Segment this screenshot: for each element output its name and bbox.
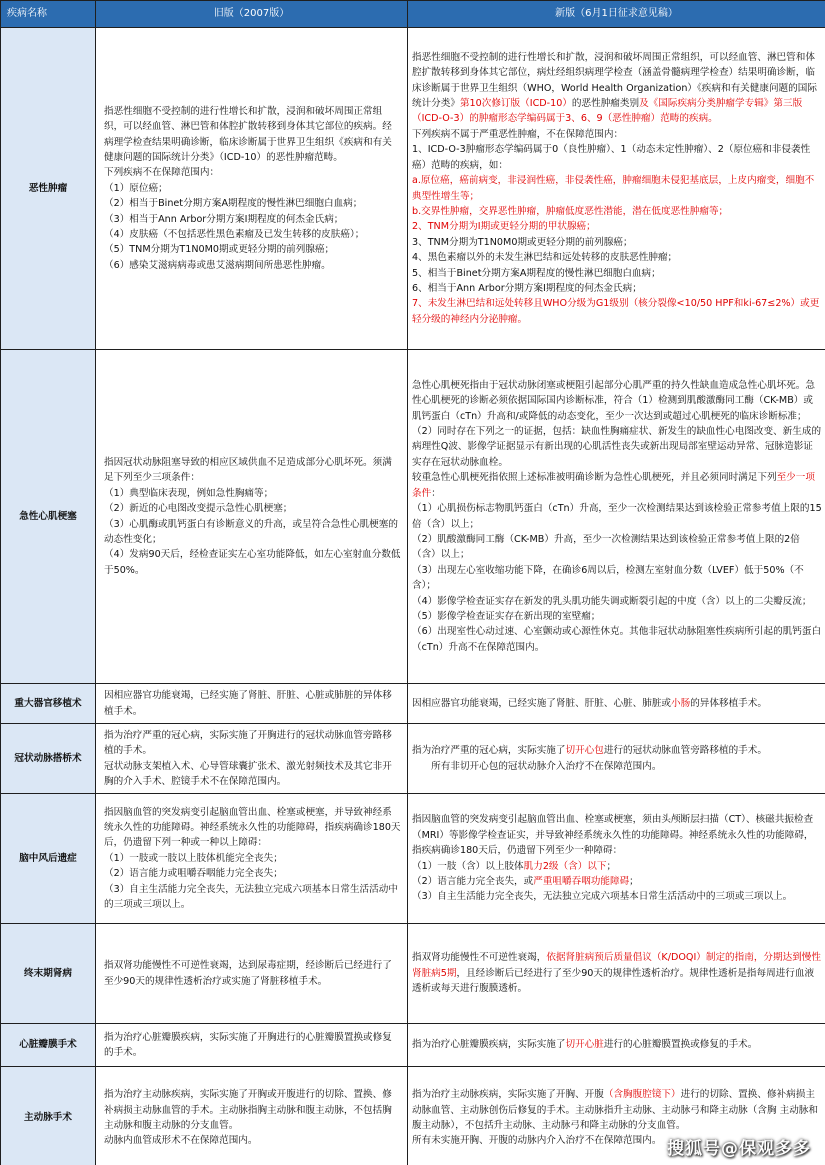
disease-name: 恶性肿瘤 xyxy=(1,28,96,350)
text-segment: 指为治疗严重的冠心病，实际实施了 xyxy=(412,745,566,757)
changed-text: 及《国际疾病分类肿瘤学专辑》第三版（ICD-O-3）的肿瘤形态学编码属于3、6、9（恶性肿瘤）范畴的疾病。 xyxy=(412,98,803,125)
text-segment: （1）心肌损伤标志物肌钙蛋白（cTn）升高，至少一次检测结果达到该检验正常参考值上限的15倍（含）以上； xyxy=(412,503,822,530)
old-paragraph: 指因冠状动脉阻塞导致的相应区域供血不足造成部分心肌坏死。须满足下列至少三项条件： xyxy=(104,456,392,484)
new-paragraph xyxy=(412,859,822,874)
old-version-text xyxy=(96,794,408,924)
old-paragraph: 指为治疗主动脉疾病，实际实施了开胸或开腹进行的切除、置换、修补病损主动脉血管的手术。主动脉指胸主动脉和腹主动脉，不包括胸主动脉和腹主动脉的分支血管。 xyxy=(104,1089,392,1131)
new-paragraph xyxy=(412,142,822,173)
new-version-text xyxy=(408,350,825,684)
new-paragraph xyxy=(412,501,822,532)
text-segment: （2）肌酸激酶同工酶（CK-MB）升高，至少一次检测结果达到该检验正常参考值上限的2倍（含）以上； xyxy=(412,533,800,561)
new-paragraph xyxy=(412,743,822,758)
new-paragraph xyxy=(412,296,822,327)
text-segment: 指因脑血管的突发病变引起脑血管出血、栓塞或梗塞，须由头颅断层扫描（CT）、核磁共振检查（MRI）等影像学检查证实，并导致神经系统永久性的功能障碍。神经系统永久性的功能障碍，指疾病确诊180天后，仍遗留下列至少一种障碍： xyxy=(412,814,814,857)
disease-name: 重大器官移植术 xyxy=(1,684,96,724)
old-version-text xyxy=(96,28,408,350)
text-segment: 所有非切开心包的冠状动脉介入治疗不在保障范围内。 xyxy=(412,760,662,772)
table-header-row xyxy=(1,1,825,28)
text-segment: 1、ICD-O-3肿瘤形态学编码属于0（良性肿瘤）、1（动态未定性肿瘤）、2（原位癌和非侵袭性癌）范畴的疾病，如： xyxy=(412,144,811,171)
text-segment: 进行的心脏瓣膜置换或修复的手术。 xyxy=(603,1039,758,1051)
old-paragraph: 因相应器官功能衰竭，已经实施了肾脏、肝脏、心脏或肺脏的异体移植手术。 xyxy=(104,690,392,717)
text-segment: 4、黑色素瘤以外的未发生淋巴结和远处转移的皮肤恶性肿瘤； xyxy=(412,252,678,264)
old-paragraph: 指为治疗心脏瓣膜疾病，实际实施了开胸进行的心脏瓣膜置换或修复的手术。 xyxy=(104,1031,392,1058)
new-version-text xyxy=(408,794,825,924)
disease-name: 脑中风后遗症 xyxy=(1,794,96,924)
new-version-text xyxy=(408,684,825,724)
table-row xyxy=(1,684,825,724)
new-paragraph xyxy=(412,219,822,234)
text-segment: （3）出现左心室收缩功能下降，在确诊6周以后，检测左室射血分数（LVEF）低于50%（不含）； xyxy=(412,564,804,592)
old-paragraph: 指因脑血管的突发病变引起脑血管出血、栓塞或梗塞，并导致神经系统永久性的功能障碍。神经系统永久性的功能障碍，指疾病确诊180天后，仍遗留下列一种或一种以上障碍： xyxy=(104,806,401,849)
changed-text: a.原位癌， xyxy=(412,175,460,187)
header-new-version: 新版（6月1日征求意见稿） xyxy=(408,1,825,28)
new-paragraph xyxy=(412,250,822,265)
table-row xyxy=(1,794,825,924)
new-paragraph xyxy=(412,204,822,219)
header-old-version: 旧版（2007版） xyxy=(96,1,408,28)
changed-text: 切开心脏 xyxy=(565,1039,604,1051)
text-segment: （2）语言能力完全丧失，或 xyxy=(412,875,534,887)
text-segment: ； xyxy=(606,860,617,872)
text-segment: ，且经诊断后已经进行了至少90天的规律性透析治疗。规律性透析是指每周进行血液透析或每天进行腹膜透析。 xyxy=(412,967,815,995)
old-version-text xyxy=(96,684,408,724)
old-paragraph: （5）TNM分期为T1N0M0期或更轻分期的前列腺癌； xyxy=(104,244,335,256)
text-segment: （5）影像学检查证实存在新出现的室壁瘤； xyxy=(412,610,601,622)
new-paragraph xyxy=(412,563,822,594)
new-paragraph xyxy=(412,470,822,501)
old-paragraph: （3）心肌酶或肌钙蛋白有诊断意义的升高，或呈符合急性心肌梗塞的动态性变化； xyxy=(104,518,398,545)
disease-name: 冠状动脉搭桥术 xyxy=(1,724,96,794)
new-version-text xyxy=(408,924,825,1024)
new-paragraph xyxy=(412,594,822,609)
old-paragraph: （6）感染艾滋病病毒或患艾滋病期间所患恶性肿瘤。 xyxy=(104,259,331,271)
changed-text: 切开心包 xyxy=(565,745,604,757)
new-paragraph xyxy=(412,874,822,889)
text-segment: 下列疾病不属于严重恶性肿瘤，不在保障范围内： xyxy=(412,128,624,140)
table-row xyxy=(1,924,825,1024)
new-paragraph xyxy=(412,759,822,774)
old-paragraph: 指为治疗严重的冠心病，实际实施了开胸进行的冠状动脉血管旁路移植的手术。 xyxy=(104,729,392,757)
new-paragraph xyxy=(412,50,822,127)
new-version-text xyxy=(408,724,825,794)
text-segment: 较重急性心肌梗死指依照上述标准被明确诊断为急性心肌梗死，并且必须同时满足下列 xyxy=(412,472,777,484)
text-segment: 指双肾功能慢性不可逆性衰竭， xyxy=(412,952,547,964)
changed-text: 严重咀嚼吞咽功能障碍 xyxy=(533,875,630,887)
old-paragraph: （1）一肢或一肢以上肢体机能完全丧失； xyxy=(104,852,283,864)
new-paragraph xyxy=(412,235,822,250)
changed-text: 癌前病变，非浸润性癌，非侵袭性癌，肿瘤细胞未侵犯基底层，上皮内瘤变，细胞不典型性增生等； xyxy=(412,175,815,202)
new-paragraph xyxy=(412,266,822,281)
new-paragraph xyxy=(412,127,822,142)
text-segment: 急性心肌梗死指由于冠状动脉闭塞或梗阻引起部分心肌严重的持久性缺血造成急性心肌坏死。急性心肌梗死的诊断必须依据国际国内诊断标准，符合（1）检测到肌酸激酶同工酶（CK-MB）或肌钙蛋白（cTn）升高和/或降低的动态变化，至少一次达到或超过心肌梗死的临床诊断标准；（2）同时存在下列之一的证据，包括：缺血性胸痛症状、新发生的缺血性心电图改变、新生成的病理性Q波、影像学证据显示有新出现的心肌活性丧失或新出现局部室壁运动异常、冠脉造影证实存在冠状动脉血栓。 xyxy=(412,379,822,468)
text-segment: 5、相当于Binet分期方案A期程度的慢性淋巴细胞白血病； xyxy=(412,267,661,279)
text-segment: 3、TNM分期为T1N0M0期或更轻分期的前列腺癌； xyxy=(412,236,633,248)
old-paragraph: 冠状动脉支架植入术、心导管球囊扩张术、激光射频技术及其它非开胸的介入手术、腔镜手术不在保障范围内。 xyxy=(104,760,392,787)
changed-text: b.交界性肿瘤，交界恶性肿瘤，肿瘤低度恶性潜能，潜在低度恶性肿瘤等； xyxy=(412,205,729,217)
old-paragraph: 动脉内血管成形术不在保障范围内。 xyxy=(104,1135,258,1147)
new-paragraph xyxy=(412,950,822,996)
changed-text: 肌力2级（含）以下 xyxy=(523,860,607,872)
table-row xyxy=(1,28,825,350)
old-paragraph: （2）语言能力或咀嚼吞咽能力完全丧失； xyxy=(104,868,283,880)
new-paragraph xyxy=(412,532,822,563)
new-paragraph xyxy=(412,1037,822,1052)
changed-text: （含胸腹腔镜下） xyxy=(603,1089,681,1101)
changed-text: 第10次修订版（ICD-10） xyxy=(459,98,572,110)
text-segment: （1）一肢（含）以上肢体 xyxy=(412,860,524,872)
text-segment: 进行的切除、置换、修补病损主动脉血管、主动脉创伤后修复的手术。主动脉指升主动脉、主动脉弓和降主动脉（含胸 主动脉和腹主动脉），不包括升主动脉、主动脉弓和降主动脉的分支血管。 xyxy=(412,1089,818,1131)
text-segment: ： xyxy=(431,487,441,499)
old-paragraph: （3）自主生活能力完全丧失，无法独立完成六项基本日常生活活动中的三项或三项以上。 xyxy=(104,883,398,911)
old-version-text xyxy=(96,1024,408,1067)
new-paragraph xyxy=(412,624,822,655)
text-segment: 所有未实施开胸、开腹的动脉内介入治疗不在保障范围内。 xyxy=(412,1135,662,1147)
text-segment: 的异体移植手术。 xyxy=(690,697,767,709)
changed-text: 小肠 xyxy=(671,697,691,709)
old-paragraph: 指恶性细胞不受控制的进行性增长和扩散，浸润和破坏周围正常组织，可以经血管、淋巴管和体腔扩散转移到身体其它部位的疾病。经病理学检查结果明确诊断，临床诊断属于世界卫生组织《疾病和有关健康问题的国际统计分类》（ICD-10）的恶性肿瘤范畴。 xyxy=(104,105,392,163)
new-paragraph xyxy=(412,696,822,711)
old-paragraph: 下列疾病不在保障范围内： xyxy=(104,167,220,179)
new-paragraph xyxy=(412,889,822,904)
table-row xyxy=(1,1024,825,1067)
changed-text: 7、未发生淋巴结和远处转移且WHO分级为G1级别（核分裂像<10/50 HPF和ki-67≤2%）或更轻分级的神经内分泌肿瘤。 xyxy=(412,298,820,325)
old-version-text xyxy=(96,924,408,1024)
new-paragraph xyxy=(412,378,822,470)
disease-name: 心脏瓣膜手术 xyxy=(1,1024,96,1067)
old-paragraph: （1）原位癌； xyxy=(104,182,168,194)
new-paragraph xyxy=(412,281,822,296)
table-row xyxy=(1,350,825,684)
changed-text: 至少一项条件 xyxy=(412,472,815,499)
table-row xyxy=(1,724,825,794)
old-paragraph: （1）典型临床表现，例如急性胸痛等； xyxy=(104,487,274,499)
disease-name: 急性心肌梗塞 xyxy=(1,350,96,684)
new-version-text xyxy=(408,1024,825,1067)
watermark: 搜狐号@保观多多 xyxy=(667,1139,811,1159)
text-segment: ； xyxy=(629,875,639,887)
new-paragraph xyxy=(412,812,822,858)
disease-name: 终末期肾病 xyxy=(1,924,96,1024)
text-segment: （6）出现室性心动过速、心室颤动或心源性休克。其他非冠状动脉阻塞性疾病所引起的肌钙蛋白（cTn）升高不在保障范围内。 xyxy=(412,626,822,653)
text-segment: 6、相当于Ann Arbor分期方案Ⅰ期程度的何杰金氏病； xyxy=(412,282,642,294)
text-segment: 指恶性细胞不受控制的进行性增长和扩散，浸润和破坏周围正常组织，可以经血管、淋巴管和体腔扩散转移到身体其它部位，病灶经组织病理学检查（涵盖骨髓病理学检查）结果明确诊断，临床诊断属于世界卫生组织（WHO，World Health Organization）《疾病和有关健康问题的国际统计分类》 xyxy=(412,51,817,110)
new-paragraph xyxy=(412,173,822,204)
changed-text: 依据肾脏病预后质量倡议（K/DOQI）制定的指南，分期达到慢性肾脏病5期 xyxy=(412,952,821,979)
new-paragraph xyxy=(412,609,822,624)
new-paragraph xyxy=(412,1087,822,1133)
old-version-text xyxy=(96,350,408,684)
old-paragraph: 指双肾功能慢性不可逆性衰竭，达到尿毒症期，经诊断后已经进行了至少90天的规律性透析治疗或实施了肾脏移植手术。 xyxy=(104,960,392,987)
changed-text: 2、TNM分期为Ⅰ期或更轻分期的甲状腺癌； xyxy=(412,221,596,233)
old-paragraph: （2）新近的心电图改变提示急性心肌梗塞； xyxy=(104,503,293,515)
old-paragraph: （3）相当于Ann Arbor分期方案Ⅰ期程度的何杰金氏病； xyxy=(104,213,344,225)
text-segment: （4）影像学检查证实存在新发的乳头肌功能失调或断裂引起的中度（含）以上的二尖瓣反流； xyxy=(412,595,812,607)
text-segment: 进行的冠状动脉血管旁路移植的手术。 xyxy=(603,745,767,757)
text-segment: 因相应器官功能衰竭，已经实施了肾脏、肝脏、心脏、肺脏或 xyxy=(412,697,672,709)
text-segment: 指为治疗主动脉疾病，实际实施了开胸、开腹 xyxy=(412,1089,604,1101)
text-segment: （3）自主生活能力完全丧失，无法独立完成六项基本日常生活活动中的三项或三项以上。 xyxy=(412,891,793,903)
text-segment: 指为治疗心脏瓣膜疾病，实际实施了 xyxy=(412,1039,566,1051)
old-paragraph: （2）相当于Binet分期方案A期程度的慢性淋巴细胞白血病； xyxy=(104,198,363,210)
disease-name: 主动脉手术 xyxy=(1,1067,96,1165)
header-disease-name: 疾病名称 xyxy=(1,1,96,28)
text-segment: 的恶性肿瘤类别 xyxy=(571,98,640,110)
old-paragraph: （4）发病90天后，经检查证实左心室功能降低，如左心室射血分数低于50%。 xyxy=(104,549,401,576)
new-version-text xyxy=(408,28,825,350)
old-version-text xyxy=(96,724,408,794)
old-paragraph: （4）皮肤癌（不包括恶性黑色素瘤及已发生转移的皮肤癌）； xyxy=(104,229,365,241)
old-version-text xyxy=(96,1067,408,1165)
